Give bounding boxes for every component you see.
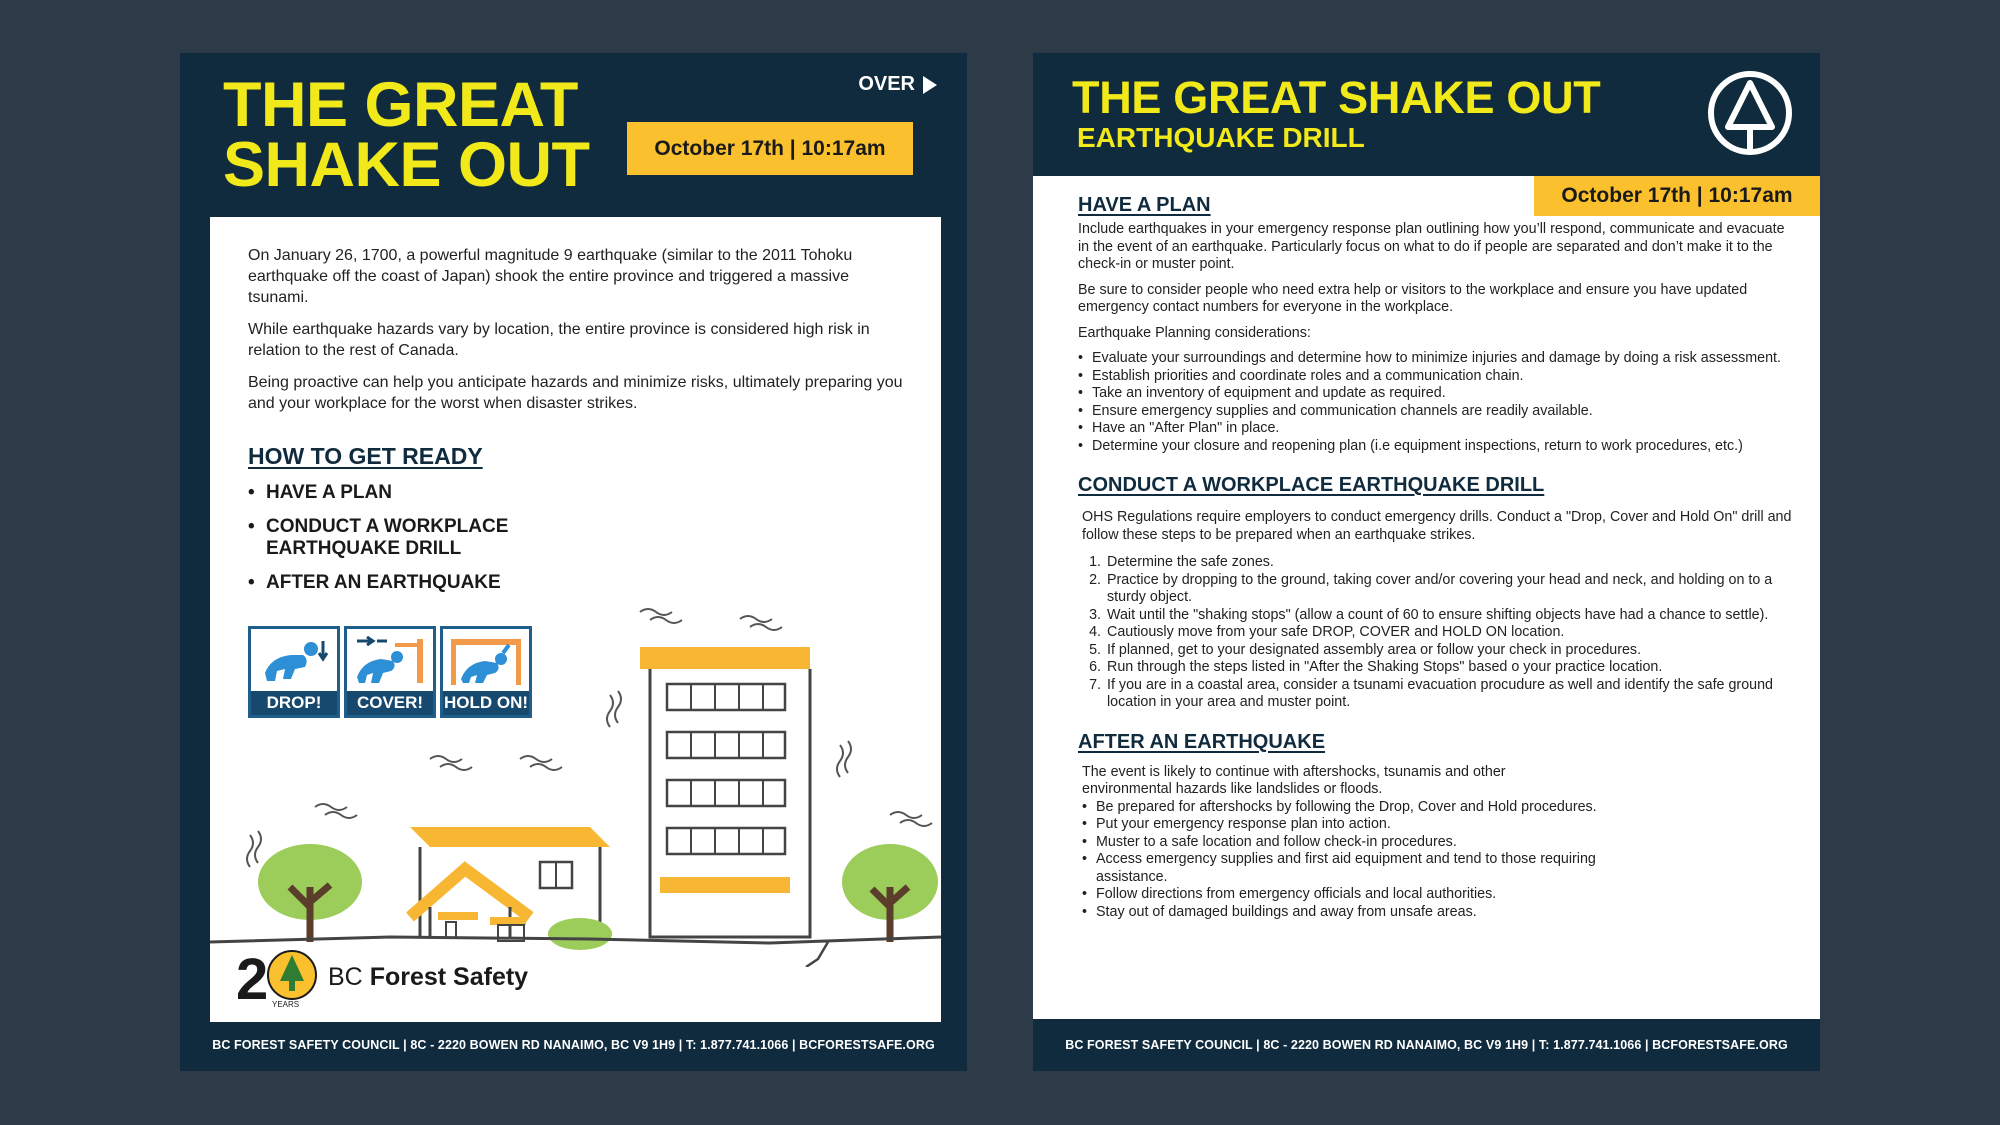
hold-on-label: HOLD ON! — [443, 691, 529, 715]
flyer-title — [223, 70, 590, 200]
list-item: • Evaluate your surroundings and determine how to minimize injuries and damage by doing a risk assessment. — [1078, 350, 1798, 368]
logo-text — [328, 963, 528, 992]
tree-left — [258, 844, 362, 942]
title-line-1: THE GREAT — [223, 70, 578, 140]
footer-contact: BC FOREST SAFETY COUNCIL | 8C - 2220 BOWEN RD NANAIMO, BC V9 1H9 | T: 1.877.741.1066 | BCFORESTSAFE.ORG — [1065, 1038, 1788, 1052]
flyer-subtitle: EARTHQUAKE DRILL — [1077, 122, 1365, 153]
list-item: • Take an inventory of equipment and update as required. — [1078, 385, 1798, 403]
list-item: 3. Wait until the "shaking stops" (allow a count of 60 to ensure shifting objects have had a chance to settle). — [1105, 607, 1798, 625]
logo-number: 2 — [236, 947, 269, 1009]
list-item: • Establish priorities and coordinate roles and a communication chain. — [1078, 368, 1798, 386]
list-item: • AFTER AN EARTHQUAKE — [248, 572, 568, 594]
after-earthquake-text — [1078, 764, 1598, 922]
list-item: 2. Practice by dropping to the ground, taking cover and/or covering your head and neck, and holding on to a sturdy object. — [1105, 572, 1798, 607]
twenty-years-logo-icon — [236, 945, 320, 1009]
list-item: • CONDUCT A WORKPLACE EARTHQUAKE DRILL — [248, 516, 568, 560]
date-badge: October 17th | 10:17am — [1534, 176, 1820, 216]
after-paragraph: The event is likely to continue with aftershocks, tsunamis and other environmental hazards like landslides or floods. — [1082, 763, 1506, 797]
list-item: 7. If you are in a coastal area, consider a tsunami evacuation procudure as well and identify the safe ground location in your area and muster point. — [1105, 677, 1798, 712]
list-item: • Follow directions from emergency officials and local authorities. — [1082, 886, 1598, 904]
logo-prefix: BC — [328, 962, 363, 991]
drill-content — [1078, 193, 1798, 921]
list-item: • Ensure emergency supplies and communication channels are readily available. — [1078, 403, 1798, 421]
flyer-page-front — [180, 53, 967, 1071]
list-item: 5. If planned, get to your designated assembly area or follow your check in procedures. — [1105, 642, 1798, 660]
intro-text — [248, 245, 908, 425]
list-item: • Have an "After Plan" in place. — [1078, 420, 1798, 438]
drill-paragraph: OHS Regulations require employers to conduct emergency drills. Conduct a "Drop, Cover and Hold On" drill and follow these steps to be prepared when an earthquake strikes. — [1082, 509, 1792, 543]
after-list — [1082, 799, 1598, 922]
after-earthquake-heading: AFTER AN EARTHQUAKE — [1078, 730, 1326, 753]
tree-triangle-logo-icon — [1706, 69, 1794, 157]
list-item: • Muster to a safe location and follow check-in procedures. — [1082, 834, 1598, 852]
flyer-title: THE GREAT SHAKE OUT — [1072, 72, 1601, 123]
drill-steps-list — [1078, 554, 1798, 712]
over-label: OVER — [858, 73, 915, 95]
drop-label: DROP! — [251, 691, 337, 715]
over-indicator — [858, 73, 937, 96]
conduct-drill-heading: CONDUCT A WORKPLACE EARTHQUAKE DRILL — [1078, 474, 1545, 496]
list-item: 1. Determine the safe zones. — [1105, 554, 1798, 572]
plan-paragraph: Be sure to consider people who need extra help or visitors to the workplace and ensure you have updated emergency contact numbers for everyone in the workplace. — [1078, 281, 1748, 315]
how-to-get-ready-heading: HOW TO GET READY — [248, 443, 483, 469]
cover-label: COVER! — [347, 691, 433, 715]
intro-paragraph: While earthquake hazards vary by location, the entire province is considered high risk in relation to the rest of Canada. — [248, 321, 870, 359]
list-item: 4. Cautiously move from your safe DROP, COVER and HOLD ON location. — [1105, 624, 1798, 642]
play-arrow-icon — [923, 76, 937, 94]
date-badge: October 17th | 10:17am — [627, 122, 913, 175]
list-item: • Put your emergency response plan into action. — [1082, 816, 1598, 834]
logo-name: Forest Safety — [369, 962, 529, 991]
flyer-body — [210, 217, 941, 1022]
flyer-body — [1033, 176, 1820, 1019]
list-item: • Access emergency supplies and first aid equipment and tend to those requiring assistance. — [1082, 851, 1598, 886]
list-item: 6. Run through the steps listed in "After the Shaking Stops" based o your practice location. — [1105, 659, 1798, 677]
plan-paragraph: Earthquake Planning considerations: — [1078, 324, 1311, 341]
flyer-page-back — [1033, 53, 1820, 1071]
apartment-building — [640, 647, 810, 937]
tree-right — [842, 844, 938, 942]
bc-forest-safety-logo — [236, 945, 528, 1009]
planning-list — [1078, 350, 1798, 455]
have-a-plan-heading: HAVE A PLAN — [1078, 194, 1211, 216]
plan-paragraph: Include earthquakes in your emergency response plan outlining how you’ll respond, communicate and evacuate in the event of an earthquake. Particularly focus on what to do if people are separated and don’t make it to the check-in or muster point. — [1078, 221, 1785, 272]
intro-paragraph: On January 26, 1700, a powerful magnitude 9 earthquake (similar to the 2011 Tohoku earthquake off the coast of Japan) shook the entire province and triggered a massive tsunami. — [248, 247, 853, 306]
logo-years: YEARS — [272, 1000, 300, 1009]
list-item: • Determine your closure and reopening plan (i.e equipment inspections, return to work procedures, etc.) — [1078, 438, 1798, 456]
footer-contact: BC FOREST SAFETY COUNCIL | 8C - 2220 BOWEN RD NANAIMO, BC V9 1H9 | T: 1.877.741.1066 | BCFORESTSAFE.ORG — [212, 1038, 935, 1052]
list-item: • Stay out of damaged buildings and away from unsafe areas. — [1082, 904, 1598, 922]
title-line-2: SHAKE OUT — [223, 130, 590, 200]
earthquake-illustration — [210, 587, 941, 967]
intro-paragraph: Being proactive can help you anticipate hazards and minimize risks, ultimately preparing you and your workplace for the worst when disaster strikes. — [248, 374, 903, 412]
list-item: • HAVE A PLAN — [248, 482, 568, 504]
list-item: • Be prepared for aftershocks by following the Drop, Cover and Hold procedures. — [1082, 799, 1598, 817]
